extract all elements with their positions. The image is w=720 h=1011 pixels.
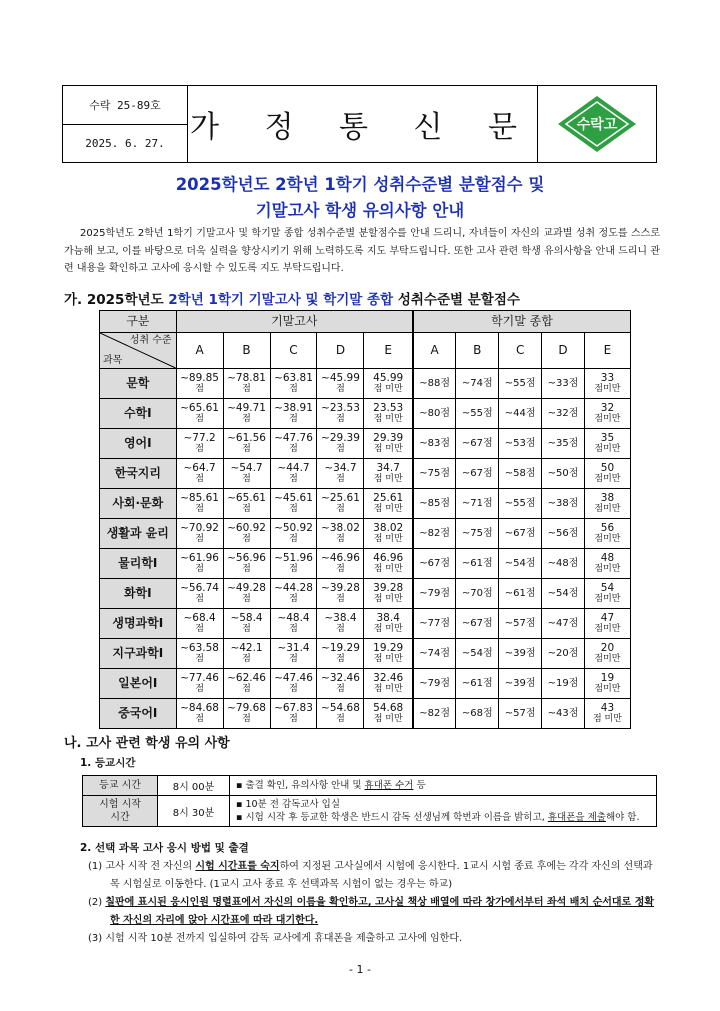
- level-header: B: [456, 333, 499, 369]
- subject-cell: 화학Ⅰ: [100, 579, 177, 609]
- section-b-heading: 나. 고사 관련 학생 유의 사항: [64, 736, 230, 751]
- instruction-item-1: (1) 고사 시작 전 자신의 시험 시간표를 숙지하여 지정된 고사실에서 시험에 응시한다. 1교시 시험 종료 후에는 각각 자신의 선택과목 시험실로 이동한다. (1교시 고사 종료 후 선택과목 시험이 없는 경우는 하교): [88, 861, 653, 890]
- exam-score-cell: ~39.28 점: [317, 579, 364, 609]
- exam-score-cell: ~31.4 점: [270, 639, 317, 669]
- subject-axis-label: 과목: [103, 355, 123, 366]
- exam-score-cell: ~42.1 점: [223, 639, 270, 669]
- diagonal-header-cell: [100, 333, 177, 369]
- level-header: E: [584, 333, 630, 369]
- exam-score-cell: 46.96 점 미만: [364, 549, 413, 579]
- table-row: [100, 609, 631, 639]
- total-score-cell: ~47점: [542, 609, 585, 639]
- level-axis-label: 성취 수준: [129, 335, 172, 346]
- exam-score-cell: 38.4 점 미만: [364, 609, 413, 639]
- total-score-cell: ~57점: [499, 609, 542, 639]
- exam-score-cell: ~29.39 점: [317, 429, 364, 459]
- subject-cell: 생명과학Ⅰ: [100, 609, 177, 639]
- subject-cell: 영어Ⅰ: [100, 429, 177, 459]
- total-score-cell: ~53점: [499, 429, 542, 459]
- total-score-cell: ~61점: [456, 669, 499, 699]
- subject-cell: 일본어Ⅰ: [100, 669, 177, 699]
- total-score-cell: ~20점: [542, 639, 585, 669]
- table-row: [100, 549, 631, 579]
- total-score-cell: ~57점: [499, 699, 542, 729]
- exam-score-cell: 25.61 점 미만: [364, 489, 413, 519]
- exam-score-cell: ~65.61 점: [176, 399, 223, 429]
- total-score-cell: ~71점: [456, 489, 499, 519]
- total-score-cell: ~67점: [499, 519, 542, 549]
- exam-score-cell: ~56.74 점: [176, 579, 223, 609]
- table-row: [100, 429, 631, 459]
- exam-score-cell: ~34.7 점: [317, 459, 364, 489]
- doc-title: 가 정 통 신 문: [188, 86, 538, 162]
- subject-cell: 사회·문화: [100, 489, 177, 519]
- total-score-cell: ~88점: [413, 369, 456, 399]
- col-group-header: 구분: [100, 311, 177, 333]
- table-row: [100, 519, 631, 549]
- elective-exam-items: [88, 858, 658, 948]
- arrival-desc: ▪ 출결 확인, 유의사항 안내 및 휴대폰 수거 등: [230, 776, 657, 796]
- page-number: - 1 -: [349, 963, 371, 976]
- cutoff-score-table: [99, 310, 631, 729]
- exam-score-cell: ~77.46 점: [176, 669, 223, 699]
- total-score-cell: ~79점: [413, 579, 456, 609]
- instruction-item-2: (2) 칠판에 표시된 응시인원 명렬표에서 자신의 이름을 확인하고, 고사실 책상 배열에 따라 창가에서부터 좌석 배치 순서대로 정확한 자신의 자리에 앉아 시간표에 따라 대기한다.: [88, 897, 655, 926]
- exam-start-time: 8시 30분: [158, 796, 230, 827]
- total-score-cell: 50 점미만: [584, 459, 630, 489]
- total-score-cell: 43 점 미만: [584, 699, 630, 729]
- exam-score-cell: ~47.46 점: [270, 669, 317, 699]
- level-header: B: [223, 333, 270, 369]
- total-score-cell: ~55점: [499, 489, 542, 519]
- school-logo-icon: [556, 94, 638, 154]
- level-header: C: [499, 333, 542, 369]
- total-score-cell: ~79점: [413, 669, 456, 699]
- exam-score-cell: ~65.61 점: [223, 489, 270, 519]
- exam-score-cell: ~38.4 점: [317, 609, 364, 639]
- total-score-cell: ~54점: [456, 639, 499, 669]
- exam-score-cell: ~58.4 점: [223, 609, 270, 639]
- level-header: A: [176, 333, 223, 369]
- exam-score-cell: 32.46 점 미만: [364, 669, 413, 699]
- exam-score-cell: ~77.2 점: [176, 429, 223, 459]
- exam-score-cell: ~48.4 점: [270, 609, 317, 639]
- exam-score-cell: ~64.7 점: [176, 459, 223, 489]
- arrival-time-table: [82, 775, 657, 827]
- level-header: A: [413, 333, 456, 369]
- exam-start-label: 시험 시작 시간: [83, 796, 158, 827]
- intro-paragraph: 2025학년도 2학년 1학기 기말고사 및 학기말 종합 성취수준별 분할점수를 안내 드리니, 자녀들이 자신의 교과별 성취 정도를 스스로 가늠해 보고, 이를 바탕으로 더욱 실력을 향상시키기 위해 노력하도록 지도 부탁드립니다. 또한 고사 관련 학생 유의사항을 안내 드리니 관련 내용을 확인하고 고사에 응시할 수 있도록 지도 부탁드립니다.: [64, 228, 660, 274]
- total-score-cell: 20 점미만: [584, 639, 630, 669]
- total-score-cell: ~19점: [542, 669, 585, 699]
- exam-score-cell: ~89.85 점: [176, 369, 223, 399]
- header-meta: [63, 86, 188, 162]
- exam-score-cell: ~56.96 점: [223, 549, 270, 579]
- total-score-cell: ~85점: [413, 489, 456, 519]
- exam-score-cell: ~45.99 점: [317, 369, 364, 399]
- total-score-cell: ~54점: [542, 579, 585, 609]
- total-score-cell: ~43점: [542, 699, 585, 729]
- exam-score-cell: ~54.7 점: [223, 459, 270, 489]
- total-score-cell: ~56점: [542, 519, 585, 549]
- total-score-cell: ~48점: [542, 549, 585, 579]
- exam-score-cell: ~79.68 점: [223, 699, 270, 729]
- total-score-cell: ~44점: [499, 399, 542, 429]
- arrival-time: 8시 00분: [158, 776, 230, 796]
- total-score-cell: ~55점: [456, 399, 499, 429]
- elective-exam-heading: 2. 선택 과목 고사 응시 방법 및 출결: [80, 842, 249, 854]
- total-score-cell: ~75점: [456, 519, 499, 549]
- total-header: 학기말 종합: [413, 311, 631, 333]
- subject-cell: 한국지리: [100, 459, 177, 489]
- total-score-cell: 33 점미만: [584, 369, 630, 399]
- total-score-cell: ~80점: [413, 399, 456, 429]
- exam-score-cell: ~23.53 점: [317, 399, 364, 429]
- total-score-cell: ~67점: [413, 549, 456, 579]
- exam-score-cell: ~63.81 점: [270, 369, 317, 399]
- table-row: [100, 669, 631, 699]
- table-row: [100, 639, 631, 669]
- subject-cell: 물리학Ⅰ: [100, 549, 177, 579]
- exam-score-cell: ~70.92 점: [176, 519, 223, 549]
- total-score-cell: ~74점: [413, 639, 456, 669]
- subject-cell: 지구과학Ⅰ: [100, 639, 177, 669]
- exam-score-cell: ~68.4 점: [176, 609, 223, 639]
- level-header: E: [364, 333, 413, 369]
- exam-score-cell: 29.39 점 미만: [364, 429, 413, 459]
- exam-score-cell: 54.68 점 미만: [364, 699, 413, 729]
- exam-score-cell: ~78.81 점: [223, 369, 270, 399]
- total-score-cell: ~67점: [456, 609, 499, 639]
- doc-number: 수락 25-89호: [63, 86, 187, 125]
- total-score-cell: ~68점: [456, 699, 499, 729]
- logo-text: 수락고: [576, 117, 618, 133]
- section-a-heading: [64, 288, 520, 308]
- exam-score-cell: ~54.68 점: [317, 699, 364, 729]
- exam-score-cell: ~84.68 점: [176, 699, 223, 729]
- total-score-cell: ~58점: [499, 459, 542, 489]
- exam-score-cell: ~85.61 점: [176, 489, 223, 519]
- total-score-cell: 19 점미만: [584, 669, 630, 699]
- school-logo: [538, 86, 656, 162]
- total-score-cell: ~55점: [499, 369, 542, 399]
- total-score-cell: ~39점: [499, 669, 542, 699]
- table-row: [100, 579, 631, 609]
- exam-score-cell: ~51.96 점: [270, 549, 317, 579]
- total-score-cell: ~70점: [456, 579, 499, 609]
- total-score-cell: ~61점: [499, 579, 542, 609]
- exam-score-cell: ~67.83 점: [270, 699, 317, 729]
- main-title-line1: 2025학년도 2학년 1학기 성취수준별 분할점수 및: [175, 175, 545, 194]
- subject-cell: 수학Ⅰ: [100, 399, 177, 429]
- exam-start-desc: ▪ 10분 전 감독교사 입실 ▪ 시험 시작 후 등교한 학생은 반드시 감독 선생님께 학번과 이름을 밝히고, 휴대폰을 제출해야 함.: [230, 796, 657, 827]
- arrival-time-heading: 1. 등교시간: [80, 757, 136, 769]
- total-score-cell: ~38점: [542, 489, 585, 519]
- exam-score-cell: ~45.61 점: [270, 489, 317, 519]
- exam-score-cell: 34.7 점 미만: [364, 459, 413, 489]
- exam-score-cell: 23.53 점 미만: [364, 399, 413, 429]
- total-score-cell: ~82점: [413, 519, 456, 549]
- subject-cell: 생활과 윤리: [100, 519, 177, 549]
- letter-header: [62, 85, 657, 163]
- exam-score-cell: ~49.71 점: [223, 399, 270, 429]
- total-score-cell: ~77점: [413, 609, 456, 639]
- level-header: D: [542, 333, 585, 369]
- doc-date: 2025. 6. 27.: [85, 136, 165, 150]
- exam-score-cell: 38.02 점 미만: [364, 519, 413, 549]
- exam-score-cell: ~50.92 점: [270, 519, 317, 549]
- table-row: [100, 369, 631, 399]
- total-score-cell: 32 점미만: [584, 399, 630, 429]
- exam-score-cell: ~38.02 점: [317, 519, 364, 549]
- total-score-cell: ~50점: [542, 459, 585, 489]
- total-score-cell: 48 점미만: [584, 549, 630, 579]
- section-a-prefix: 가. 2025학년도: [64, 292, 169, 308]
- total-score-cell: ~33점: [542, 369, 585, 399]
- exam-score-cell: ~47.76 점: [270, 429, 317, 459]
- table-row: [100, 699, 631, 729]
- exam-score-cell: ~61.96 점: [176, 549, 223, 579]
- exam-score-cell: 19.29 점 미만: [364, 639, 413, 669]
- total-score-cell: ~61점: [456, 549, 499, 579]
- main-title-line2: 기말고사 학생 유의사항 안내: [255, 201, 465, 220]
- exam-score-cell: ~44.7 점: [270, 459, 317, 489]
- section-a-highlight: 2학년 1학기 기말고사 및 학기말 종합: [168, 292, 394, 308]
- table-row: [100, 489, 631, 519]
- total-score-cell: ~39점: [499, 639, 542, 669]
- total-score-cell: 47 점미만: [584, 609, 630, 639]
- total-score-cell: 35 점미만: [584, 429, 630, 459]
- exam-score-cell: ~46.96 점: [317, 549, 364, 579]
- exam-score-cell: ~49.28 점: [223, 579, 270, 609]
- exam-score-cell: ~19.29 점: [317, 639, 364, 669]
- total-score-cell: ~83점: [413, 429, 456, 459]
- subject-cell: 문학: [100, 369, 177, 399]
- total-score-cell: 38 점미만: [584, 489, 630, 519]
- exam-score-cell: ~44.28 점: [270, 579, 317, 609]
- table-row: [100, 399, 631, 429]
- exam-score-cell: ~38.91 점: [270, 399, 317, 429]
- exam-score-cell: ~62.46 점: [223, 669, 270, 699]
- level-header: C: [270, 333, 317, 369]
- total-score-cell: ~35점: [542, 429, 585, 459]
- exam-score-cell: ~60.92 점: [223, 519, 270, 549]
- exam-score-cell: ~63.58 점: [176, 639, 223, 669]
- exam-score-cell: 45.99 점 미만: [364, 369, 413, 399]
- subject-cell: 중국어Ⅰ: [100, 699, 177, 729]
- exam-header: 기말고사: [176, 311, 413, 333]
- total-score-cell: ~82점: [413, 699, 456, 729]
- exam-score-cell: ~32.46 점: [317, 669, 364, 699]
- total-score-cell: ~67점: [456, 429, 499, 459]
- total-score-cell: 56 점미만: [584, 519, 630, 549]
- instruction-item-3: (3) 시험 시작 10분 전까지 입실하여 감독 교사에게 휴대폰을 제출하고 고사에 임한다.: [88, 933, 463, 944]
- exam-score-cell: ~25.61 점: [317, 489, 364, 519]
- total-score-cell: ~75점: [413, 459, 456, 489]
- total-score-cell: ~67점: [456, 459, 499, 489]
- arrival-label: 등교 시간: [83, 776, 158, 796]
- exam-score-cell: 39.28 점 미만: [364, 579, 413, 609]
- total-score-cell: 54 점미만: [584, 579, 630, 609]
- exam-score-cell: ~61.56 점: [223, 429, 270, 459]
- level-header: D: [317, 333, 364, 369]
- total-score-cell: ~32점: [542, 399, 585, 429]
- total-score-cell: ~74점: [456, 369, 499, 399]
- section-a-suffix: 성취수준별 분할점수: [393, 292, 520, 308]
- total-score-cell: ~54점: [499, 549, 542, 579]
- table-row: [100, 459, 631, 489]
